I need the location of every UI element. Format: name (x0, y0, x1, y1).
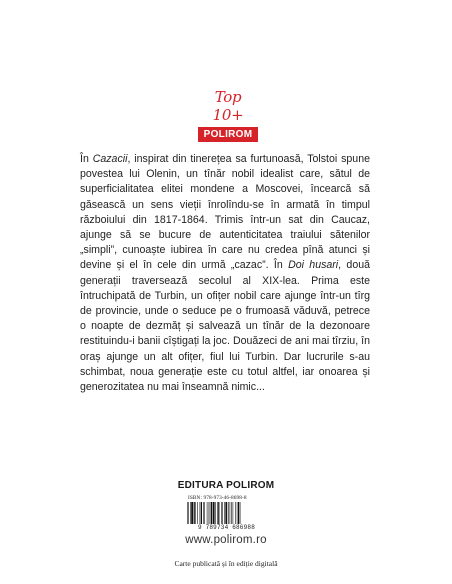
barcode-bar (187, 502, 188, 524)
barcode-bar (231, 502, 232, 524)
barcode-bar (194, 502, 195, 524)
barcode-bar (190, 502, 191, 524)
digital-edition-note: Carte publicată și în ediție digitală (174, 559, 278, 568)
barcode-bar (225, 502, 227, 524)
barcode-bar (238, 502, 239, 524)
barcode-bar (188, 502, 189, 524)
blurb-text: În (80, 153, 93, 165)
barcode-bar (230, 502, 231, 524)
barcode-bar (213, 502, 215, 524)
book-blurb (80, 152, 370, 395)
barcode-bar (222, 502, 223, 524)
isbn-label: ISBN: 978-973-46-8698-8 (188, 495, 247, 501)
barcode-bar (203, 502, 204, 524)
barcode (186, 502, 267, 524)
barcode-bar (200, 502, 201, 524)
series-title: Top 10+ (212, 88, 244, 124)
barcode-bar (240, 502, 241, 524)
barcode-icon (186, 502, 267, 524)
barcode-bar (221, 502, 222, 524)
barcode-bar (233, 502, 234, 524)
barcode-bar (211, 502, 212, 524)
barcode-bar (195, 502, 196, 524)
blurb-text: , două generații traversează secolul al XIX-lea. Prima este întruchipată de Turbin, un ofițer nobil care ajunge într-un tîrg de provincie, unde o seduce pe o frumoasă văduvă, petrece o noapte de dezmăț și salvează un tînăr de la dezonoare restituindu-i banii cîștigați la joc. Douăzeci de ani mai tîrziu, în oraș ajunge un alt ofițer, fiul lui Turbin. Dar lucrurile s-au schimbat, noua generație este cu totul altfel, iar onoarea și generozitatea nu mai înseamnă nimic... (80, 259, 370, 394)
barcode-bar (228, 502, 229, 524)
barcode-bar (235, 502, 236, 524)
publisher-website[interactable]: www.polirom.ro (185, 534, 267, 546)
barcode-bar (218, 502, 219, 524)
barcode-bar (224, 502, 225, 524)
blurb-title-cazacii: Cazacii (92, 153, 128, 165)
blurb-text: , inspirat din tinerețea sa furtunoasă, Tolstoi spune povestea lui Olenin, un tînăr nobil idealist care, sătul de superficialitatea elitei mondene a Moscovei, încearcă să găsească un sens vieții înrolîndu-se în armată în timpul războiului din 1817-1864. Trimis într-un sat din Caucaz, ajunge să se bucure de autenticitatea traiului sătenilor „simpli”, cunoaște iubirea în care nu credea pînă atunci și devine și el în cele din urmă „cazac”. În (80, 153, 370, 272)
blurb-title-doi-husari: Doi husari (288, 259, 339, 272)
barcode-bar (217, 502, 218, 524)
barcode-bar (237, 502, 238, 524)
blurb-paragraph (80, 152, 370, 395)
series-logo (198, 88, 258, 142)
barcode-bar (207, 502, 208, 524)
barcode-bar (210, 502, 211, 524)
barcode-bar (209, 502, 210, 524)
barcode-bar (201, 502, 202, 524)
barcode-bar (215, 502, 216, 524)
barcode-digits: 9 789734 686988 (197, 524, 255, 531)
series-brand-badge: POLIROM (198, 127, 258, 142)
barcode-bar (204, 502, 205, 524)
barcode-bar (197, 502, 198, 524)
barcode-bar (191, 502, 193, 524)
isbn-barcode-block (186, 495, 267, 531)
publisher-name: EDITURA POLIROM (177, 480, 275, 491)
